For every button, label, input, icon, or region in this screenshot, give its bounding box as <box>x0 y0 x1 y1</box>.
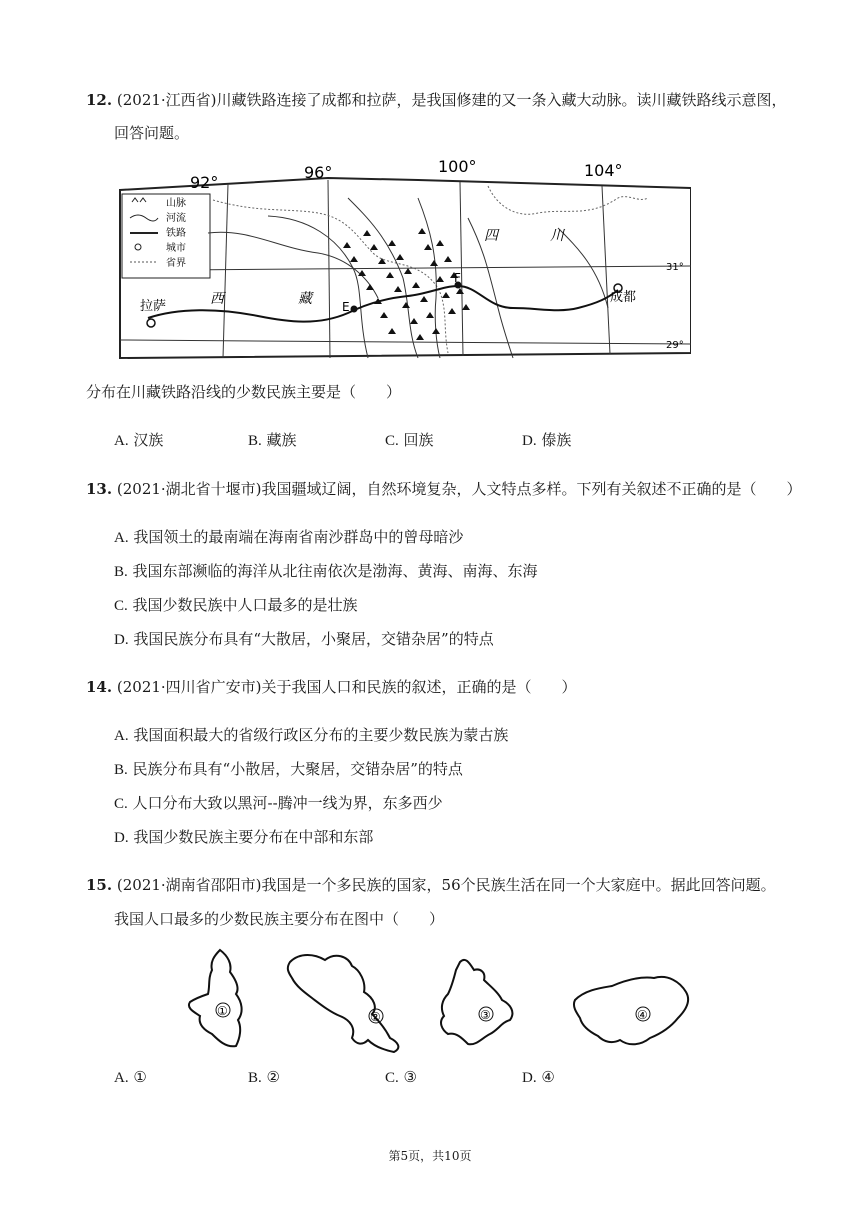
river-6 <box>558 228 608 308</box>
question-text: 川藏铁路连接了成都和拉萨，是我国修建的又一条入藏大动脉。读川藏铁路线示意图， <box>216 91 787 109</box>
legend-boundary: 省界 <box>166 258 186 269</box>
q14-option-d[interactable]: D. 我国少数民族主要分布在中部和东部 <box>114 828 374 846</box>
question-text: 关于我国人口和民族的叙述，正确的是（ ） <box>261 678 577 696</box>
lon-104: 104° <box>584 161 623 180</box>
q15-option-b[interactable]: B. ② <box>248 1068 280 1086</box>
label-chengdu: 成都 <box>610 290 637 305</box>
q13-option-b[interactable]: B. 我国东部濒临的海洋从北往南依次是渤海、黄海、南海、东海 <box>114 562 538 580</box>
shape-3-label: ③ <box>480 1008 491 1022</box>
question-source: (2021·湖南省邵阳市) <box>116 876 262 894</box>
question-13-line1 <box>86 479 802 499</box>
province-boundary-north <box>488 186 648 214</box>
parallel-29 <box>120 340 691 344</box>
q13-option-c[interactable]: C. 我国少数民族中人口最多的是壮族 <box>114 596 358 614</box>
province-boundary <box>213 200 448 353</box>
question-source: (2021·四川省广安市) <box>116 678 262 696</box>
river-1 <box>208 232 378 298</box>
label-sichuan-1: 四 <box>484 228 498 244</box>
lon-92: 92° <box>190 173 219 192</box>
question-text: 我国是一个多民族的国家，56个民族生活在同一个大家庭中。据此回答问题。 <box>261 876 776 894</box>
q15-option-a[interactable]: A. ① <box>114 1068 147 1086</box>
question-number: 12. <box>86 91 113 109</box>
shape-4-outline <box>574 977 688 1044</box>
label-sichuan-2: 川 <box>550 228 564 244</box>
question-number: 13. <box>86 480 113 498</box>
sichuan-tibet-railway-map <box>118 158 691 368</box>
q14-option-c[interactable]: C. 人口分布大致以黑河--腾冲一线为界，东多西少 <box>114 794 443 812</box>
question-text: 我国疆域辽阔，自然环境复杂，人文特点多样。下列有关叙述不正确的是（ ） <box>261 480 802 498</box>
shape-4-label: ④ <box>637 1008 648 1022</box>
question-15-stem: 我国人口最多的少数民族主要分布在图中（ ） <box>114 910 445 928</box>
legend-railway: 铁路 <box>166 228 186 239</box>
q14-option-b[interactable]: B. 民族分布具有“小散居，大聚居，交错杂居”的特点 <box>114 760 463 778</box>
q12-option-a[interactable]: A. 汉族 <box>114 431 164 449</box>
q12-option-c[interactable]: C. 回族 <box>385 431 434 449</box>
question-source: (2021·江西省) <box>116 91 217 109</box>
shape-1-label: ① <box>217 1004 228 1018</box>
label-xizang-1: 西 <box>210 291 224 307</box>
river-2 <box>268 216 368 358</box>
meridian-92 <box>223 184 228 358</box>
question-number: 14. <box>86 678 113 696</box>
river-3 <box>348 198 418 358</box>
label-xizang-2: 藏 <box>298 291 312 307</box>
shape-2-label: ② <box>370 1010 381 1024</box>
question-12-stem: 分布在川藏铁路沿线的少数民族主要是（ ） <box>86 383 402 401</box>
q13-option-a[interactable]: A. 我国领土的最南端在海南省南沙群岛中的曾母暗沙 <box>114 528 464 546</box>
parallel-31 <box>178 266 691 270</box>
q14-option-a[interactable]: A. 我国面积最大的省级行政区分布的主要少数民族为蒙古族 <box>114 726 509 744</box>
label-E: E <box>342 300 350 314</box>
q12-option-d[interactable]: D. 傣族 <box>522 431 572 449</box>
page-footer: 第5页，共10页 <box>388 1149 472 1163</box>
question-12-line2: 回答问题。 <box>114 124 190 142</box>
province-shapes <box>180 942 700 1058</box>
label-lhasa: 拉萨 <box>140 299 167 314</box>
shape-1-outline <box>189 950 242 1046</box>
shape-3-outline <box>441 960 512 1044</box>
label-F: F <box>454 271 461 285</box>
lon-100: 100° <box>438 158 477 176</box>
city-lhasa <box>147 319 155 327</box>
question-15-line1 <box>86 875 776 895</box>
legend-city: 城市 <box>166 243 186 254</box>
shape-2-outline <box>288 955 399 1052</box>
q13-option-d[interactable]: D. 我国民族分布具有“大散居，小聚居，交错杂居”的特点 <box>114 630 494 648</box>
q15-option-d[interactable]: D. ④ <box>522 1068 555 1086</box>
lat-29: 29° <box>666 340 684 351</box>
point-E <box>351 306 358 313</box>
meridian-100 <box>460 182 463 356</box>
legend-river: 河流 <box>166 213 186 224</box>
question-12-line1 <box>86 90 787 110</box>
question-number: 15. <box>86 876 113 894</box>
lat-31: 31° <box>666 262 684 273</box>
q15-option-c[interactable]: C. ③ <box>385 1068 417 1086</box>
question-14-line1 <box>86 677 577 697</box>
legend-mountain: 山脉 <box>166 198 186 209</box>
lon-96: 96° <box>304 163 333 182</box>
q12-option-b[interactable]: B. 藏族 <box>248 431 297 449</box>
meridian-104 <box>602 186 610 354</box>
question-source: (2021·湖北省十堰市) <box>116 480 262 498</box>
